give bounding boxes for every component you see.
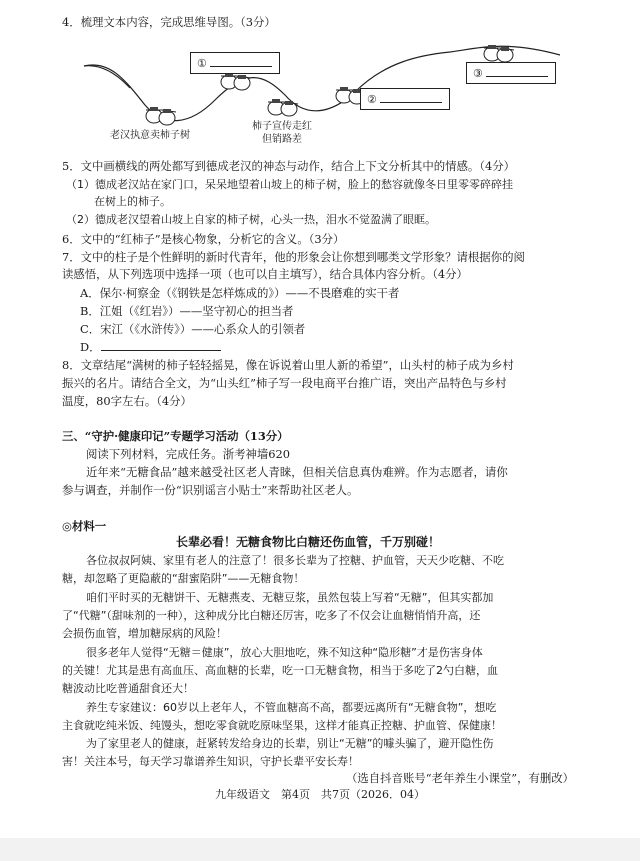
q4-prompt: 4．梳理文本内容，完成思维导图。（3分）: [62, 15, 276, 29]
material-1-line: 糖波动比吃普通甜食还大！: [62, 682, 194, 695]
section-3-instruction: 阅读下列材料，完成任务。浙考神墙620: [86, 447, 290, 461]
material-1-line: 了“代糖”（甜味剂的一种），这种成分比白糖还厉害，吃多了不仅会让血糖悄悄升高，还: [62, 609, 481, 622]
page-footer: 九年级语文 第4页 共7页（2026．04）: [215, 788, 425, 801]
mind-map-label-mid-2: 但销路差: [262, 134, 302, 145]
mind-map-label-left: 老汉执意卖柿子树: [110, 130, 190, 141]
mind-map-box-3[interactable]: ③: [466, 62, 556, 84]
material-1-label: ◎材料一: [62, 519, 107, 533]
mind-map-box-1[interactable]: ①: [190, 52, 280, 74]
q7-option-b: B．江姐（《红岩》）——坚守初心的担当者: [80, 304, 294, 318]
q8-line-1: 8．文章结尾“满树的柿子轻轻摇晃，像在诉说着山里人新的希望”，山头村的柿子成为乡村: [62, 358, 514, 372]
material-1-line: 为了家里老人的健康，赶紧转发给身边的长辈，别让“无糖”的噱头骗了，避开隐性伤: [86, 737, 494, 750]
persimmon-icon: [262, 88, 302, 122]
persimmon-icon: [140, 96, 180, 130]
material-1-line: 主食就吃纯米饭、纯馒头，想吃零食就吃原味坚果，这样才能真正控糖、护血管、保健康！: [62, 719, 502, 732]
material-1-line: 的关键！尤其是患有高血压、高血糖的长辈，吃一口无糖食物，相当于多吃了2勺白糖，血: [62, 664, 498, 677]
material-1-title: 长辈必看！无糖食物比白糖还伤血管，千万别碰！: [176, 535, 441, 549]
section-3-intro-2: 参与调查，并制作一份“识别谣言小贴士”来帮助社区老人。: [62, 483, 359, 497]
section-3-heading: 三、“守护·健康印记”专题学习活动（13分）: [62, 429, 289, 443]
material-1-line: 咱们平时买的无糖饼干、无糖燕麦、无糖豆浆，虽然包装上写着“无糖”，但其实都加: [86, 591, 494, 604]
q7-option-a: A．保尔·柯察金（《钢铁是怎样炼成的》）——不畏磨难的实干者: [80, 286, 400, 300]
material-1-line: 很多老年人觉得“无糖＝健康”，放心大胆地吃，殊不知这种“隐形糖”才是伤害身体: [86, 646, 483, 659]
q8-line-3: 温度，80字左右。（4分）: [62, 394, 192, 408]
material-1-line: 会损伤血管，增加糖尿病的风险！: [62, 627, 227, 640]
material-1-line: 养生专家建议：60岁以上老年人，不管血糖高不高，都要远离所有“无糖食物”，想吃: [86, 701, 497, 714]
q5-sentence-2: （2）德成老汉望着山坡上自家的柿子树，心头一热，泪水不觉盈满了眼眶。: [66, 213, 436, 226]
q7-line-1: 7．文中的柱子是个性鲜明的新时代青年，他的形象会让你想到哪类文学形象？请根据你的阅: [62, 250, 525, 264]
q5-prompt: 5．文中画横线的两处都写到德成老汉的神态与动作，结合上下文分析其中的情感。（4分）: [62, 159, 516, 173]
section-3-intro-1: 近年来“无糖食品”越来越受社区老人青睐，但相关信息真伪难辨。作为志愿者，请你: [86, 465, 508, 479]
q7-line-2: 读感悟，从下列选项中选择一项（也可以自主填写），结合具体内容分析。（4分）: [62, 267, 468, 281]
q7-option-d[interactable]: D．: [80, 339, 221, 355]
material-1-line: 各位叔叔阿姨、家里有老人的注意了！很多长辈为了控糖、护血管，天天少吃糖、不吃: [86, 554, 504, 567]
mind-map-box-2[interactable]: ②: [360, 88, 450, 110]
material-1-line: 糖，却忽略了更隐蔽的“甜蜜陷阱”——无糖食物！: [62, 572, 305, 585]
q5-sentence-1a: （1）德成老汉站在家门口，呆呆地望着山坡上的柿子树，脸上的愁容就像冬日里零零碎碎挂: [66, 178, 513, 191]
mind-map-label-mid-1: 柿子宣传走红: [252, 121, 312, 132]
material-1-line: 害！关注本号，每天学习靠谱养生知识，守护长辈平安长寿！: [62, 755, 359, 768]
material-1-source: （选自抖音账号“老年养生小课堂”，有删改）: [346, 771, 575, 785]
q8-line-2: 振兴的名片。请结合全文，为“山头红”柿子写一段电商平台推广语，突出产品特色与乡村: [62, 376, 507, 390]
q5-sentence-1b: 在树上的柿子。: [94, 195, 171, 208]
bottom-margin: [0, 838, 640, 861]
q7-option-c: C．宋江（《水浒传》）——心系众人的引领者: [80, 322, 306, 336]
q6-prompt: 6．文中的“红柿子”是核心物象，分析它的含义。（3分）: [62, 232, 345, 246]
